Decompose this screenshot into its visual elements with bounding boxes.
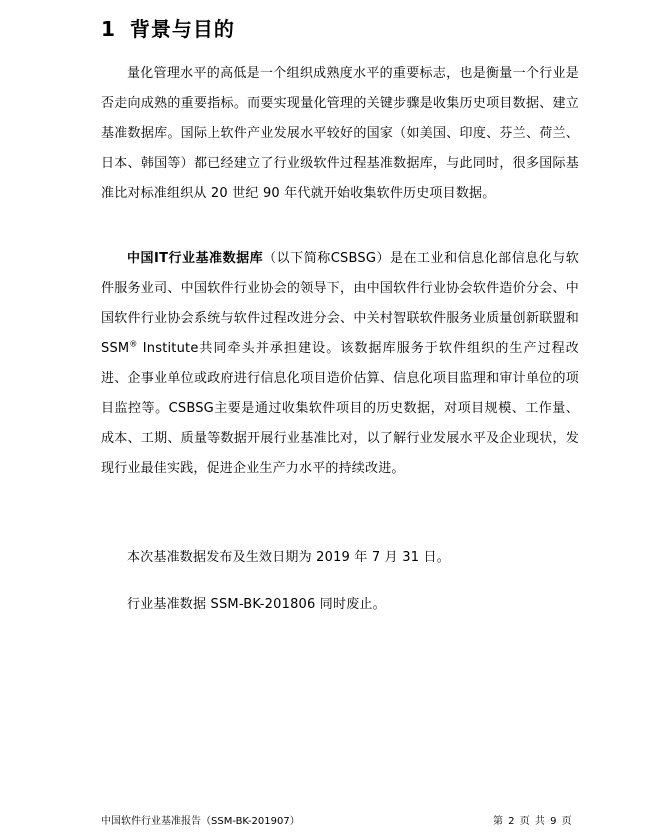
footer-report-title: 中国软件行业基准报告（SSM-BK-201907） [101,816,300,827]
registered-mark: ® [129,339,138,349]
paragraph-deprecation: 行业基准数据 SSM-BK-201806 同时废止。 [127,597,386,612]
csbsg-name-bold: 中国IT行业基准数据库 [127,251,264,266]
paragraph-csbsg-part-a: （以下简称CSBSG）是在工业和信息化部信息化与软件服务业司、中国软件行业协会的领导下，由中国软件行业协会软件造价分会、中国软件行业协会系统与软件过程改进分会、中关村智联软件服务业质量创新联盟和SSM [101,251,579,356]
section-number: 1 [101,17,116,41]
section-title: 背景与目的 [129,17,235,41]
section-heading [101,13,235,42]
paragraph-background: 量化管理水平的高低是一个组织成熟度水平的重要标志，也是衡量一个行业是否走向成熟的重要指标。而要实现量化管理的关键步骤是收集历史项目数据、建立基准数据库。国际上软件产业发展水平较好的国家（如美国、印度、芬兰、荷兰、日本、韩国等）都已经建立了行业级软件过程基准数据库，与此同时，很多国际基准比对标准组织从 20 世纪 90 年代就开始收集软件历史项目数据。 [101,66,579,201]
paragraph-csbsg [101,244,579,484]
paragraph-csbsg-part-b: Institute共同牵头并承担建设。该数据库服务于软件组织的生产过程改进、企事业单位或政府进行信息化项目造价估算、信息化项目监理和审计单位的项目监控等。CSBSG主要是通过收集软件项目的历史数据，对项目规模、工作量、成本、工期、质量等数据开展行业基准比对，以了解行业发展水平及企业现状，发现行业最佳实践，促进企业生产力水平的持续改进。 [101,341,579,476]
footer-page-number: 第 2 页 共 9 页 [493,816,572,827]
paragraph-effective-date: 本次基准数据发布及生效日期为 2019 年 7 月 31 日。 [127,550,450,565]
